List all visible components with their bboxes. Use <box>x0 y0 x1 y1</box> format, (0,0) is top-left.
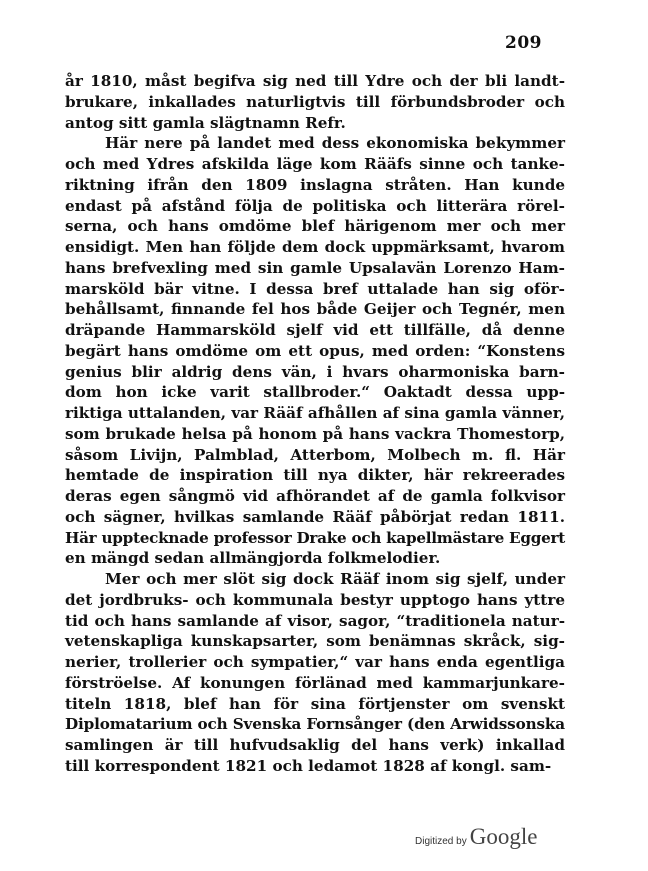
text-line: Här upptecknade professor Drake och kapellmästare Eggert <box>65 528 565 547</box>
text-line: ensidigt. Men han följde dem dock uppmärksamt, hvarom <box>65 238 565 256</box>
text-line: brukare, inkallades naturligtvis till förbundsbroder och <box>65 92 565 111</box>
paragraph <box>65 133 565 569</box>
text-line: såsom Livijn, Palmblad, Atterbom, Molbech m. fl. Här <box>65 445 565 464</box>
text-line: begärt hans omdöme om ett opus, med orden: “Konstens <box>65 341 565 360</box>
text-line: tid och hans samlande af visor, sagor, “traditionela natur- <box>65 611 565 630</box>
text-line: genius blir aldrig dens vän, i hvars oharmoniska barn- <box>65 362 565 381</box>
text-line: dräpande Hammarsköld sjelf vid ett tillfälle, då denne <box>65 321 565 339</box>
text-line: riktiga uttalanden, var Rääf afhållen af sina gamla vänner, <box>65 404 565 422</box>
text-line: hans brefvexling med sin gamle Upsalavän Lorenzo Ham- <box>65 258 565 277</box>
text-line: år 1810, måst begifva sig ned till Ydre och der bli landt- <box>65 72 565 90</box>
text-line: behållsamt, finnande fel hos både Geijer och Tegnér, men <box>65 300 565 319</box>
text-line: endast på afstånd följa de politiska och litterära rörel- <box>65 196 565 215</box>
text-line: riktning ifrån den 1809 inslagna stråten. Han kunde <box>65 175 565 194</box>
text-line: deras egen sångmö vid afhörandet af de gamla folkvisor <box>65 487 565 505</box>
paragraph <box>65 569 565 777</box>
digitized-by-label: Digitized by <box>415 836 467 847</box>
text-line: Mer och mer slöt sig dock Rääf inom sig sjelf, under <box>105 570 565 588</box>
text-line: serna, och hans omdöme blef härigenom mer och mer <box>65 217 565 236</box>
text-line: antog sitt gamla slägtnamn Refr. <box>65 113 346 132</box>
google-logo: Google <box>469 824 538 849</box>
text-line: titeln 1818, blef han för sina förtjenster om svenskt <box>65 694 565 713</box>
text-line: och med Ydres afskilda läge kom Rääfs sinne och tanke- <box>65 155 565 173</box>
text-line: till korrespondent 1821 och ledamot 1828 af kongl. sam- <box>65 756 552 775</box>
text-line: och sägner, hvilkas samlande Rääf påbörjat redan 1811. <box>65 507 565 526</box>
text-line: förströelse. Af konungen förlänad med kammarjunkare- <box>65 673 565 692</box>
text-line: nerier, trollerier och sympatier,“ var hans enda egentliga <box>65 653 565 671</box>
text-line: som brukade helsa på honom på hans vackra Thomestorp, <box>65 424 565 443</box>
text-line: Diplomatarium och Svenska Fornsånger (den Arwidssonska <box>65 715 565 734</box>
paragraph <box>65 71 565 133</box>
page-number: 209 <box>505 33 542 53</box>
text-line: det jordbruks- och kommunala bestyr upptogo hans yttre <box>65 590 565 609</box>
text-line: marsköld bär vitne. I dessa bref uttalade han sig oför- <box>65 279 565 298</box>
body-text <box>65 71 565 777</box>
text-line: samlingen är till hufvudsaklig del hans verk) inkallad <box>65 736 565 754</box>
digitized-watermark <box>415 824 537 850</box>
text-line: dom hon icke varit stallbroder.“ Oaktadt dessa upp- <box>65 383 565 402</box>
text-line: vetenskapliga kunskapsarter, som benämnas skråck, sig- <box>65 632 565 651</box>
text-line: hemtade de inspiration till nya dikter, här rekreerades <box>65 466 565 485</box>
text-line: Här nere på landet med dess ekonomiska bekymmer <box>105 134 565 153</box>
text-line: en mängd sedan allmängjorda folkmelodier. <box>65 549 441 568</box>
